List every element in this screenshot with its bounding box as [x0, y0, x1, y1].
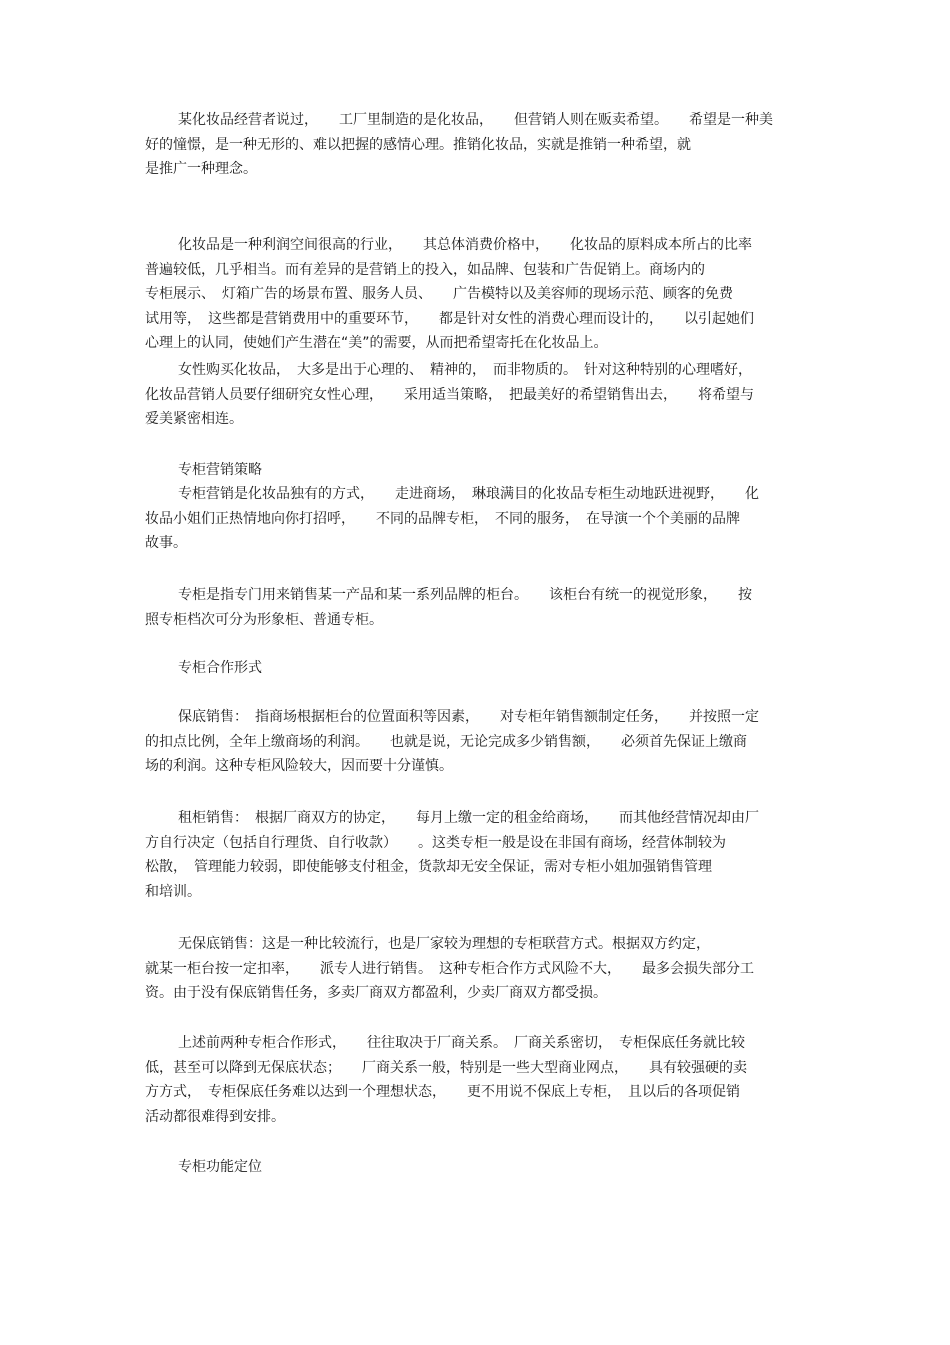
text-line: 资。由于没有保底销售任务，多卖厂商双方都盈利，少卖厂商双方都受损。: [145, 985, 607, 1002]
text-line: 专柜功能定位: [178, 1159, 262, 1175]
text-line: 无保底销售：这是一种比较流行，也是厂家较为理想的专柜联营方式。根据双方约定，: [178, 936, 710, 952]
text-line: 专柜是指专门用来销售某一产品和某一系列品牌的柜台。 该柜台有统一的视觉形象， 按: [178, 587, 752, 603]
text-line: 的扣点比例，全年上缴商场的利润。 也就是说，无论完成多少销售额， 必须首先保证上缴商: [145, 733, 747, 750]
text-line: 某化妆品经营者说过， 工厂里制造的是化妆品， 但营销人则在贩卖希望。 希望是一种美: [178, 112, 773, 128]
text-line: 妆品小姐们正热情地向你打招呼， 不同的品牌专柜， 不同的服务， 在导演一个个美丽的品牌: [145, 510, 740, 527]
text-line: 专柜合作形式: [178, 660, 262, 676]
text-line: 保底销售： 指商场根据柜台的位置面积等因素， 对专柜年销售额制定任务， 并按照一定: [178, 709, 759, 725]
text-line: 就某一柜台按一定扣率， 派专人进行销售。 这种专柜合作方式风险不大， 最多会损失部分工: [145, 960, 754, 977]
text-line: 是推广一种理念。: [145, 161, 257, 178]
text-line: 化妆品营销人员要仔细研究女性心理， 采用适当策略， 把最美好的希望销售出去， 将希望与: [145, 386, 754, 403]
text-line: 心理上的认同，使她们产生潜在“美”的需要，从而把希望寄托在化妆品上。: [145, 335, 608, 352]
text-line: 照专柜档次可分为形象柜、普通专柜。: [145, 611, 383, 628]
text-line: 专柜营销策略: [178, 462, 262, 478]
text-line: 专柜展示、 灯箱广告的场景布置、服务人员、 广告模特以及美容师的现场示范、顾客的免费: [145, 286, 733, 303]
text-line: 和培训。: [145, 883, 201, 900]
text-line: 低，甚至可以降到无保底状态； 厂商关系一般，特别是一些大型商业网点， 具有较强硬的卖: [145, 1059, 747, 1076]
text-line: 女性购买化妆品， 大多是出于心理的、 精神的， 而非物质的。 针对这种特别的心理嗜好，: [178, 362, 752, 378]
text-line: 故事。: [145, 535, 187, 552]
text-line: 松散， 管理能力较弱，即使能够支付租金，货款却无安全保证，需对专柜小姐加强销售管理: [145, 859, 712, 876]
text-line: 场的利润。这种专柜风险较大，因而要十分谨慎。: [145, 758, 453, 775]
text-line: 方自行决定（包括自行理货、自行收款） 。这类专柜一般是设在非国有商场，经营体制较为: [145, 834, 726, 851]
text-line: 爱美紧密相连。: [145, 411, 243, 428]
text-line: 方方式， 专柜保底任务难以达到一个理想状态， 更不用说不保底上专柜， 且以后的各项促销: [145, 1084, 740, 1101]
text-line: 试用等， 这些都是营销费用中的重要环节， 都是针对女性的消费心理而设计的， 以引起她们: [145, 310, 754, 327]
text-line: 专柜营销是化妆品独有的方式， 走进商场， 琳琅满目的化妆品专柜生动地跃进视野， 化: [178, 486, 759, 502]
text-line: 活动都很难得到安排。: [145, 1108, 285, 1125]
text-line: 上述前两种专柜合作形式， 往往取决于厂商关系。 厂商关系密切， 专柜保底任务就比较: [178, 1035, 745, 1051]
text-line: 租柜销售： 根据厂商双方的协定， 每月上缴一定的租金给商场， 而其他经营情况却由厂: [178, 810, 759, 826]
text-line: 化妆品是一种利润空间很高的行业， 其总体消费价格中， 化妆品的原料成本所占的比率: [178, 237, 752, 253]
text-line: 普遍较低，几乎相当。而有差异的是营销上的投入，如品牌、包装和广告促销上。商场内的: [145, 261, 705, 278]
text-line: 好的憧憬，是一种无形的、难以把握的感情心理。推销化妆品，实就是推销一种希望，就: [145, 136, 691, 153]
